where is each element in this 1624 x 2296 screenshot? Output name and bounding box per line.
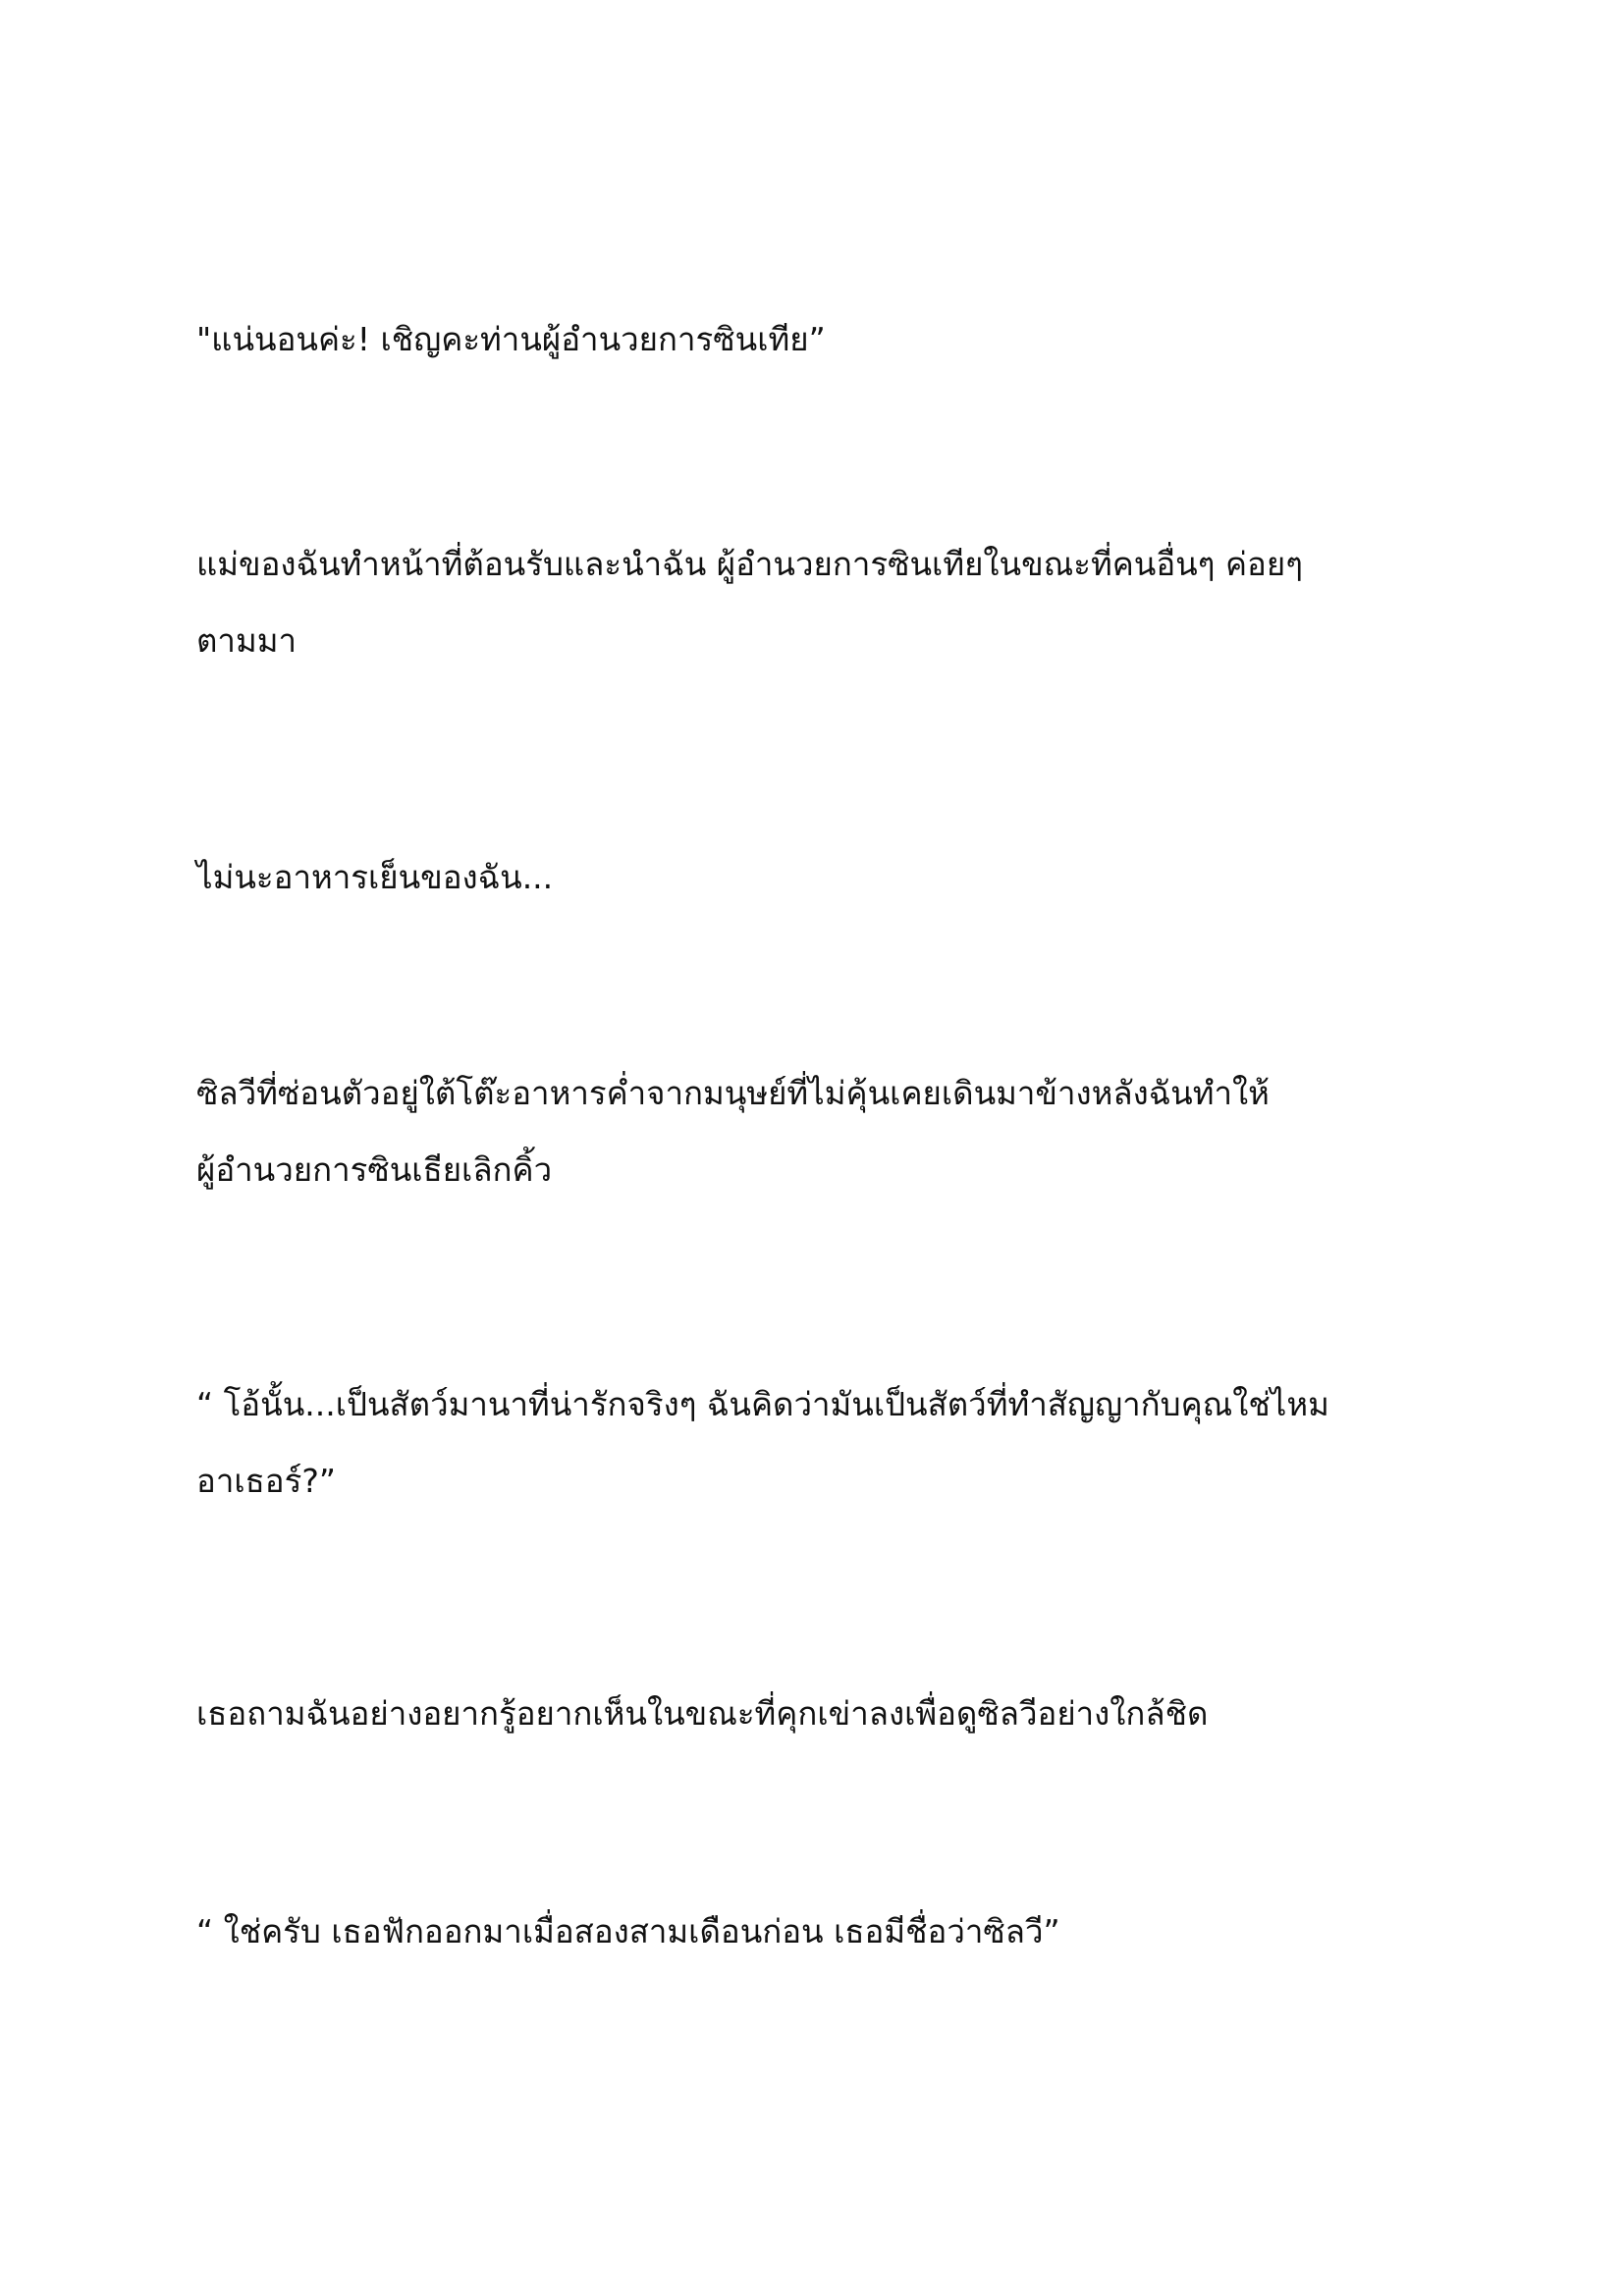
paragraph-5-line-2: อาเธอร์?” [196, 1462, 336, 1500]
paragraph-2-line-1: แม่ของฉันทำหน้าที่ต้อนรับและนำฉัน ผู้อำนวยการซินเทียในขณะที่คนอื่นๆ ค่อยๆ [196, 545, 1303, 583]
paragraph-5 [196, 1366, 1453, 1520]
paragraph-2-line-2: ตามมา [196, 621, 297, 660]
paragraph-2 [196, 526, 1453, 679]
paragraph-6 [196, 1676, 1453, 1752]
paragraph-7-line-1: “ ใช่ครับ เธอฟักออกมาเมื่อสองสามเดือนก่อน เธอมีชื่อว่าซิลวี” [196, 1912, 1060, 1950]
paragraph-3-line-1: ไม่นะอาหารเย็นของฉัน... [196, 858, 554, 896]
paragraph-4 [196, 1055, 1453, 1208]
paragraph-3 [196, 839, 1453, 916]
paragraph-5-line-1: “ โอ้นั้น...เป็นสัตว์มานาที่น่ารักจริงๆ ฉันคิดว่ามันเป็นสัตว์ที่ทำสัญญากับคุณใช่ไหม [196, 1385, 1329, 1423]
paragraph-1-line-1: "แน่นอนค่ะ! เชิญคะท่านผู้อำนวยการซินเทีย” [196, 320, 826, 358]
paragraph-4-line-2: ผู้อำนวยการซินเธียเลิกคิ้ว [196, 1150, 553, 1189]
paragraph-1 [196, 301, 1453, 378]
paragraph-7 [196, 1894, 1453, 1970]
paragraph-6-line-1: เธอถามฉันอย่างอยากรู้อยากเห็นในขณะที่คุกเข่าลงเพื่อดูซิลวีอย่างใกล้ชิด [196, 1694, 1209, 1733]
paragraph-4-line-1: ซิลวีที่ซ่อนตัวอยู่ใต้โต๊ะอาหารค่ำจากมนุษย์ที่ไม่คุ้นเคยเดินมาข้างหลังฉันทำให้ [196, 1074, 1270, 1112]
